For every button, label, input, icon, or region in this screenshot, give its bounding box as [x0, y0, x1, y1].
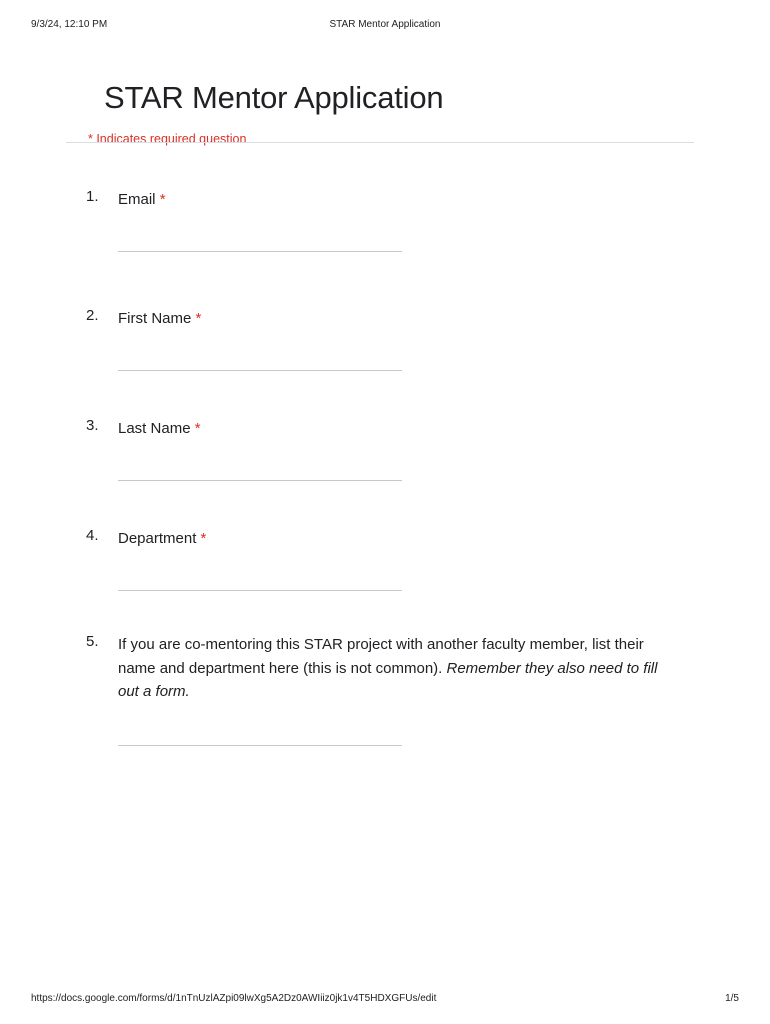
question-number: 5. [86, 633, 99, 650]
question-label-text: If you are co-mentoring this STAR project with another faculty member, list their name and department here (this is not common). [118, 636, 644, 677]
print-footer [31, 993, 739, 1007]
print-doc-title: STAR Mentor Application [329, 19, 441, 30]
question-number: 1. [86, 188, 99, 205]
required-asterisk: * [194, 420, 201, 437]
question-label [118, 633, 678, 704]
question-label [118, 307, 678, 331]
question-number: 4. [86, 527, 99, 544]
form-title: STAR Mentor Application [104, 80, 444, 115]
co-mentor-answer-field[interactable] [118, 745, 402, 746]
print-date-time: 9/3/24, 12:10 PM [31, 19, 108, 30]
required-asterisk: * [159, 191, 166, 208]
required-asterisk: * [200, 530, 207, 547]
question-number: 2. [86, 307, 99, 324]
required-question-note: * Indicates required question [88, 132, 247, 146]
question-label-text: Last Name [118, 420, 191, 437]
required-asterisk: * [195, 310, 202, 327]
last-name-answer-field[interactable] [118, 480, 402, 481]
print-url: https://docs.google.com/forms/d/1nTnUzlAZpi09lwXg5A2Dz0AWIiiz0jk1v4T5HDXGFUs/edit [31, 993, 437, 1004]
question-label-italic-note: Remember they also need to fill out a form. [118, 659, 658, 700]
page-number: 1/5 [725, 993, 739, 1004]
question-label-text: Email [118, 191, 156, 208]
question-label [118, 417, 678, 441]
question-label-text: Department [118, 530, 197, 547]
print-header [31, 19, 739, 33]
title-divider [66, 142, 694, 143]
email-answer-field[interactable] [118, 251, 402, 252]
first-name-answer-field[interactable] [118, 370, 402, 371]
question-number: 3. [86, 417, 99, 434]
question-label [118, 188, 678, 212]
question-label-text: First Name [118, 310, 192, 327]
department-answer-field[interactable] [118, 590, 402, 591]
question-label [118, 527, 678, 551]
